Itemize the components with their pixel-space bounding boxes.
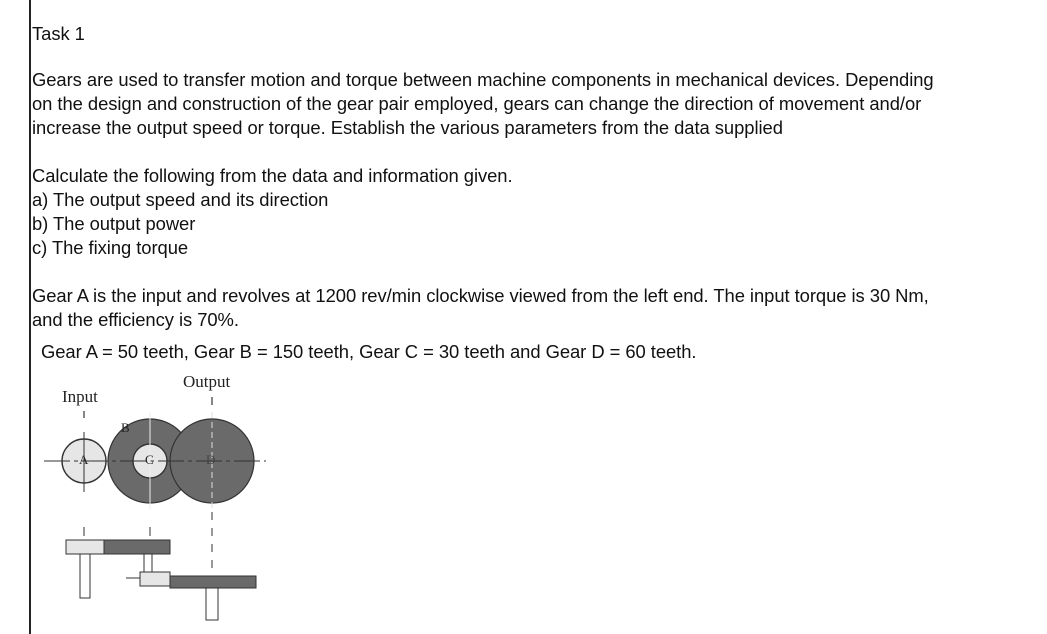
side-gear-a — [66, 540, 104, 554]
side-gear-b — [104, 540, 170, 554]
gear-b-label: B — [121, 420, 130, 435]
gear-teeth-line: Gear A = 50 teeth, Gear B = 150 teeth, Gear C = 30 teeth and Gear D = 60 teeth. — [41, 341, 697, 362]
task-title: Task 1 — [32, 23, 85, 44]
gear-a-label: A — [79, 452, 89, 467]
gear-d-label: D — [206, 452, 216, 467]
intro-line-2: on the design and construction of the gear pair employed, gears can change the direction of movement and/or — [32, 93, 922, 114]
given-line-1: Gear A is the input and revolves at 1200 rev/min clockwise viewed from the left end. The input torque is 30 Nm, — [32, 285, 929, 306]
diagram-shapes — [44, 397, 266, 620]
shaft-d — [206, 588, 218, 620]
output-label: Output — [183, 372, 231, 391]
calc-heading: Calculate the following from the data and information given. — [32, 165, 513, 186]
gear-c-label: C — [145, 452, 154, 467]
question-b: b) The output power — [32, 213, 196, 234]
input-label: Input — [62, 387, 98, 406]
question-a: a) The output speed and its direction — [32, 189, 329, 210]
intro-line-1: Gears are used to transfer motion and torque between machine components in mechanical devices. Depending — [32, 69, 934, 90]
intro-line-3: increase the output speed or torque. Establish the various parameters from the data supplied — [32, 117, 783, 138]
side-gear-c — [140, 572, 170, 586]
given-line-2: and the efficiency is 70%. — [32, 309, 239, 330]
shaft-a — [80, 552, 90, 598]
side-gear-d — [170, 576, 256, 588]
question-c: c) The fixing torque — [32, 237, 189, 258]
